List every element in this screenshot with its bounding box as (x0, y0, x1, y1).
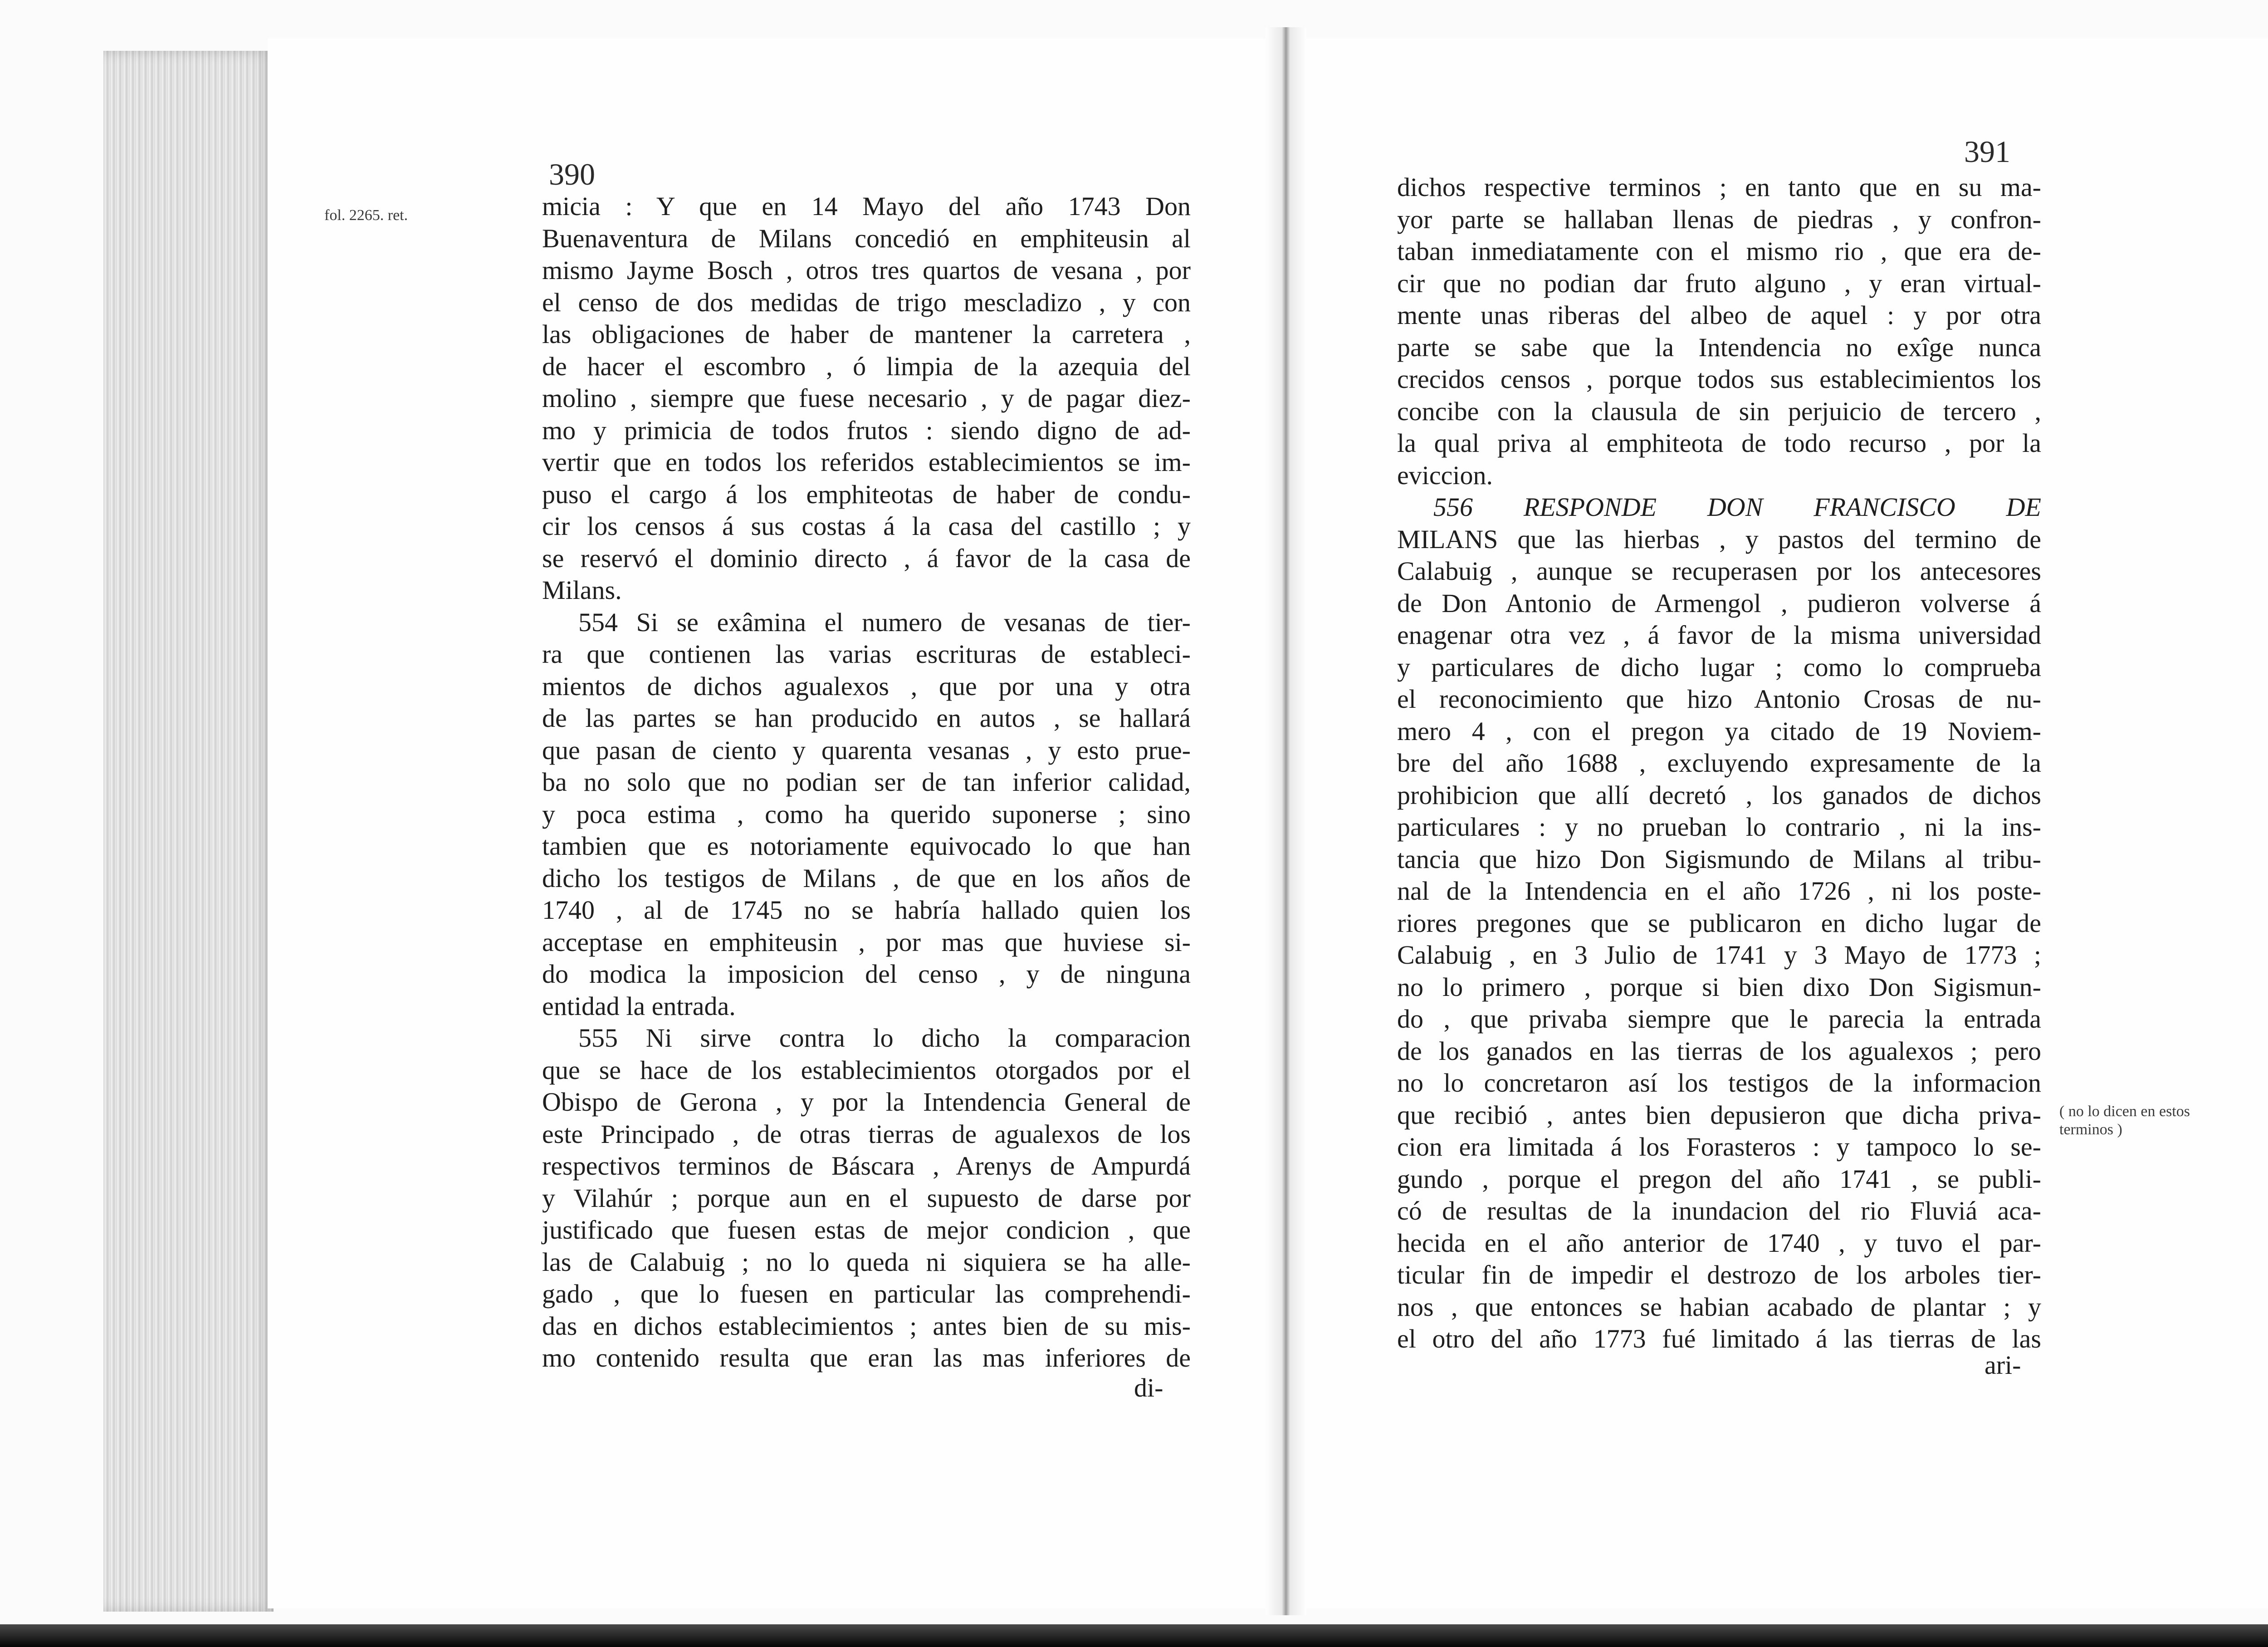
text-line: las de Calabuig ; no lo queda ni siquiera se ha alle- (542, 1247, 1191, 1277)
text-line: respectivos terminos de Báscara , Arenys de Ampurdá (542, 1151, 1191, 1181)
text-line: Calabuig , en 3 Julio de 1741 y 3 Mayo de 1773 ; (1397, 940, 2041, 970)
left-text-column (542, 191, 1191, 1374)
text-line: las obligaciones de haber de mantener la carretera , (542, 319, 1191, 349)
text-line: justificado que fuesen estas de mejor condicion , que (542, 1215, 1191, 1245)
text-line: mo y primicia de todos frutos : siendo digno de ad- (542, 415, 1191, 445)
text-line: mientos de dichos agualexos , que por una y otra (542, 671, 1191, 701)
text-line: el censo de dos medidas de trigo mescladizo , y con (542, 287, 1191, 317)
paragraph-554-start: 554 Si se exâmina el numero de vesanas de tier- (578, 607, 1191, 637)
text-line: de las partes se han producido en autos , se hallará (542, 703, 1191, 733)
text-line: cir que no podian dar fruto alguno , y eran virtual- (1397, 268, 2041, 298)
text-line: 1740 , al de 1745 no se habría hallado quien los (542, 895, 1191, 925)
text-line: do , que privaba siempre que le parecia la entrada (1397, 1004, 2041, 1034)
margin-note-line: ( no lo dicen en estos (2059, 1103, 2190, 1120)
text-line: y poca estima , como ha querido suponerse ; sino (542, 799, 1191, 829)
text-line: riores pregones que se publicaron en dicho lugar de (1397, 908, 2041, 938)
text-line: das en dichos establecimientos ; antes bien de su mis- (542, 1311, 1191, 1341)
left-catchword: di- (1134, 1373, 1163, 1402)
text-line: y particulares de dicho lugar ; como lo comprueba (1397, 652, 2041, 682)
text-line: tancia que hizo Don Sigismundo de Milans al tribu- (1397, 844, 2041, 874)
text-line: se reservó el dominio directo , á favor de la casa de (542, 543, 1191, 573)
text-line: mo contenido resulta que eran las mas inferiores de (542, 1343, 1191, 1372)
text-line: de Don Antonio de Armengol , pudieron volverse á (1397, 588, 2041, 618)
text-line: mente unas riberas del albeo de aquel : y por otra (1397, 300, 2041, 330)
margin-note-line: terminos ) (2059, 1121, 2122, 1138)
right-text-column (1397, 172, 2041, 1355)
text-line: dichos respective terminos ; en tanto que en su ma- (1397, 172, 2041, 202)
text-line: yor parte se hallaban llenas de piedras , y confron- (1397, 204, 2041, 234)
text-line: cion era limitada á los Forasteros : y tampoco lo se- (1397, 1132, 2041, 1162)
text-line: la qual priva al emphiteota de todo recurso , por la (1397, 428, 2041, 458)
book-gutter (1266, 27, 1306, 1615)
text-line: Obispo de Gerona , y por la Intendencia General de (542, 1087, 1191, 1117)
text-line: mero 4 , con el pregon ya citado de 19 Noviem- (1397, 716, 2041, 746)
text-line: y Vilahúr ; porque aun en el supuesto de darse por (542, 1183, 1191, 1213)
text-line: nos , que entonces se habian acabado de plantar ; y (1397, 1292, 2041, 1322)
text-line: ba no solo que no podian ser de tan inferior calidad, (542, 767, 1191, 797)
text-line: gundo , porque el pregon del año 1741 , se publi- (1397, 1164, 2041, 1194)
text-line: crecidos censos , porque todos sus establecimientos los (1397, 364, 2041, 394)
text-line: nal de la Intendencia en el año 1726 , ni los poste- (1397, 876, 2041, 906)
text-line: prohibicion que allí decretó , los ganados de dichos (1397, 780, 2041, 810)
paragraph-555-start: 555 Ni sirve contra lo dicho la comparacion (578, 1023, 1191, 1053)
text-line: no lo concretaron así los testigos de la informacion (1397, 1068, 2041, 1098)
text-line: có de resultas de la inundacion del rio Fluviá aca- (1397, 1196, 2041, 1225)
right-page-number: 391 (1964, 134, 2010, 169)
text-line: vertir que en todos los referidos establecimientos se im- (542, 447, 1191, 477)
text-line: este Principado , de otras tierras de agualexos de los (542, 1119, 1191, 1149)
left-margin-note: fol. 2265. ret. (324, 207, 408, 224)
text-line: que pasan de ciento y quarenta vesanas , y esto prue- (542, 735, 1191, 765)
text-line: gado , que lo fuesen en particular las comprehendi- (542, 1279, 1191, 1309)
text-line: concibe con la clausula de sin perjuicio de tercero , (1397, 396, 2041, 426)
text-line: bre del año 1688 , excluyendo expresamente de la (1397, 748, 2041, 778)
text-line: tambien que es notoriamente equivocado lo que han (542, 831, 1191, 861)
text-line: particulares : y no prueban lo contrario , ni la ins- (1397, 812, 2041, 842)
text-line: parte se sabe que la Intendencia no exîge nunca (1397, 332, 2041, 362)
text-line: mismo Jayme Bosch , otros tres quartos de vesana , por (542, 255, 1191, 285)
text-line: dicho los testigos de Milans , de que en los años de (542, 863, 1191, 893)
text-line: ticular fin de impedir el destrozo de los arboles tier- (1397, 1260, 2041, 1289)
right-margin-note (2059, 1103, 2250, 1139)
paragraph-556-heading: 556 RESPONDE DON FRANCISCO DE (1433, 492, 2041, 522)
text-line: Milans. (542, 575, 622, 605)
text-line: de los ganados en las tierras de los agualexos ; pero (1397, 1036, 2041, 1066)
text-line: Calabuig , aunque se recuperasen por los antecesores (1397, 556, 2041, 586)
text-line: el reconocimiento que hizo Antonio Crosas de nu- (1397, 684, 2041, 714)
text-line: taban inmediatamente con el mismo rio , que era de- (1397, 236, 2041, 266)
text-line: no lo primero , porque si bien dixo Don Sigismun- (1397, 972, 2041, 1002)
text-line: puso el cargo á los emphiteotas de haber de condu- (542, 479, 1191, 509)
text-line: MILANS que las hierbas , y pastos del termino de (1397, 524, 2041, 554)
text-line: que se hace de los establecimientos otorgados por el (542, 1055, 1191, 1085)
text-line: entidad la entrada. (542, 991, 736, 1021)
text-line: el otro del año 1773 fué limitado á las tierras de las (1397, 1324, 2041, 1353)
text-line: Buenaventura de Milans concedió en emphiteusin al (542, 223, 1191, 253)
text-line: hecida en el año anterior de 1740 , y tuvo el par- (1397, 1228, 2041, 1258)
text-line: enagenar otra vez , á favor de la misma universidad (1397, 620, 2041, 650)
scanner-bottom-border (0, 1624, 2268, 1647)
text-line: eviccion. (1397, 460, 1493, 490)
text-line: molino , siempre que fuese necesario , y de pagar diez- (542, 383, 1191, 413)
text-line: que recibió , antes bien depusieron que dicha priva- (1397, 1100, 2041, 1130)
left-page-stack-edge (103, 51, 274, 1612)
right-catchword: ari- (1984, 1350, 2021, 1380)
left-page-number: 390 (549, 157, 595, 191)
text-line: cir los censos á sus costas á la casa del castillo ; y (542, 511, 1191, 541)
text-line: de hacer el escombro , ó limpia de la azequia del (542, 351, 1191, 381)
text-line: micia : Y que en 14 Mayo del año 1743 Don (542, 191, 1191, 221)
text-line: acceptase en emphiteusin , por mas que huviese si- (542, 927, 1191, 957)
text-line: ra que contienen las varias escrituras de estableci- (542, 639, 1191, 669)
text-line: do modica la imposicion del censo , y de ninguna (542, 959, 1191, 989)
